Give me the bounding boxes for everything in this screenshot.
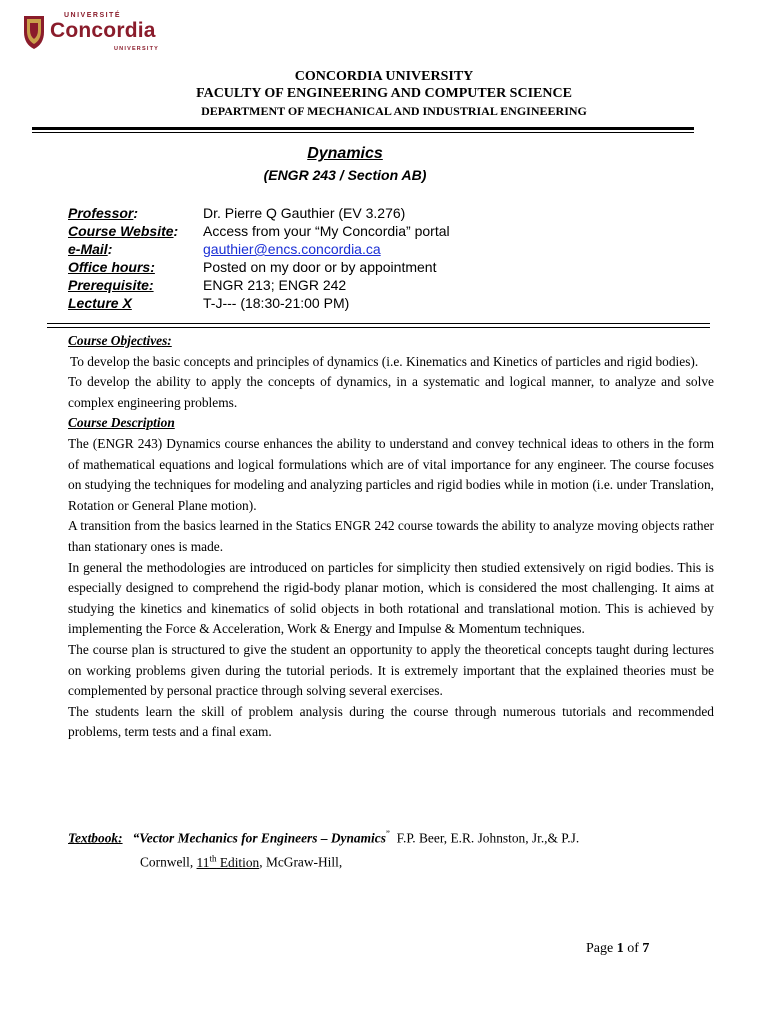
objectives-heading: Course Objectives: xyxy=(68,333,172,348)
textbook-block xyxy=(68,824,579,873)
syllabus-body xyxy=(68,331,714,743)
course-title: Dynamics xyxy=(307,145,383,162)
header-rule-thick xyxy=(32,127,694,130)
university-name: CONCORDIA UNIVERSITY xyxy=(294,69,474,84)
office-hours-label: Office hours: xyxy=(68,259,155,275)
description-paragraph-1: The (ENGR 243) Dynamics course enhances the ability to understand and convey technical ideas to others in the form of mathematical equations and logical formulations which are of vital importance for any engineer. The course focuses on studying the techniques for modeling and analyzing particles and rigid bodies while in motion (i.e. under Translation, Rotation or General Plane motion). xyxy=(68,435,714,513)
textbook-publisher: , McGraw-Hill, xyxy=(259,854,343,870)
objectives-paragraph-1: To develop the basic concepts and principles of dynamics (i.e. Kinematics and Kinetics of particles and rigid bodies). xyxy=(70,353,699,369)
header-rule-thin xyxy=(32,132,694,133)
page-total: 7 xyxy=(642,941,650,956)
logo-top-text: UNIVERSITÉ xyxy=(64,12,122,19)
description-paragraph-3: In general the methodologies are introduced on particles for simplicity then studied extensively on rigid bodies. This is especially designed to comprehend the rigid-body planar motion, which is considered the most challenging. It aims at studying the kinetics and kinematics of solid objects in both rotational and translational motion. This is achieved by implementing the Force & Acceleration, Work & Energy and Impulse & Momentum techniques. xyxy=(68,559,714,637)
logo-brand-text: Concordia xyxy=(50,19,156,42)
page-number: Page 1 of 7 xyxy=(586,941,650,956)
textbook-authors: F.P. Beer, E.R. Johnston, Jr.,& P.J. xyxy=(396,830,580,846)
logo-bottom-text: UNIVERSITY xyxy=(114,46,160,52)
prerequisite-value: ENGR 213; ENGR 242 xyxy=(203,277,347,293)
description-paragraph-4: The course plan is structured to give the student an opportunity to apply the theoretical concepts taught during lectures on working problems given during the tutorial periods. It is extremely important that the explained theories must be complemented by personal practice through solving several exercises. xyxy=(68,641,714,699)
textbook-author-cont: Cornwell, xyxy=(140,854,194,870)
lecture-label: Lecture X xyxy=(68,295,132,311)
prerequisite-label: Prerequisite: xyxy=(68,277,154,293)
description-paragraph-5: The students learn the skill of problem analysis during the course through numerous tutorials and recommended problems, term tests and a final exam. xyxy=(68,703,714,740)
concordia-logo xyxy=(22,10,162,54)
section-rule-1 xyxy=(47,323,710,324)
website-value: Access from your “My Concordia” portal xyxy=(203,223,450,239)
description-paragraph-2: A transition from the basics learned in the Statics ENGR 242 course towards the ability to analyze moving objects rather than stationary ones is made. xyxy=(68,518,714,554)
course-subtitle: (ENGR 243 / Section AB) xyxy=(263,167,427,183)
email-label: e-Mail: xyxy=(68,241,113,257)
faculty-name: FACULTY OF ENGINEERING AND COMPUTER SCIENCE xyxy=(196,86,572,101)
concordia-shield-icon xyxy=(22,14,46,50)
textbook-title: “Vector Mechanics for Engineers – Dynamics xyxy=(132,830,386,846)
objectives-paragraph-2: To develop the ability to apply the concepts of dynamics, in a systematic and logical manner, to analyze and solve complex engineering problems. xyxy=(68,374,714,410)
email-link[interactable]: gauthier@encs.concordia.ca xyxy=(203,241,381,257)
department-name: DEPARTMENT OF MECHANICAL AND INDUSTRIAL ENGINEERING xyxy=(201,104,587,118)
section-rule-2 xyxy=(47,327,710,328)
textbook-label: Textbook: xyxy=(68,830,123,846)
page-current: 1 xyxy=(616,941,624,956)
description-heading: Course Description xyxy=(68,415,175,431)
textbook-edition: 11th Edition xyxy=(196,853,260,870)
professor-label: Professor: xyxy=(68,205,139,221)
lecture-value: T-J--- (18:30-21:00 PM) xyxy=(203,295,350,311)
textbook-close-quote: ” xyxy=(385,829,390,839)
professor-value: Dr. Pierre Q Gauthier (EV 3.276) xyxy=(203,205,406,221)
website-label: Course Website: xyxy=(68,223,179,239)
office-hours-value: Posted on my door or by appointment xyxy=(203,259,437,275)
